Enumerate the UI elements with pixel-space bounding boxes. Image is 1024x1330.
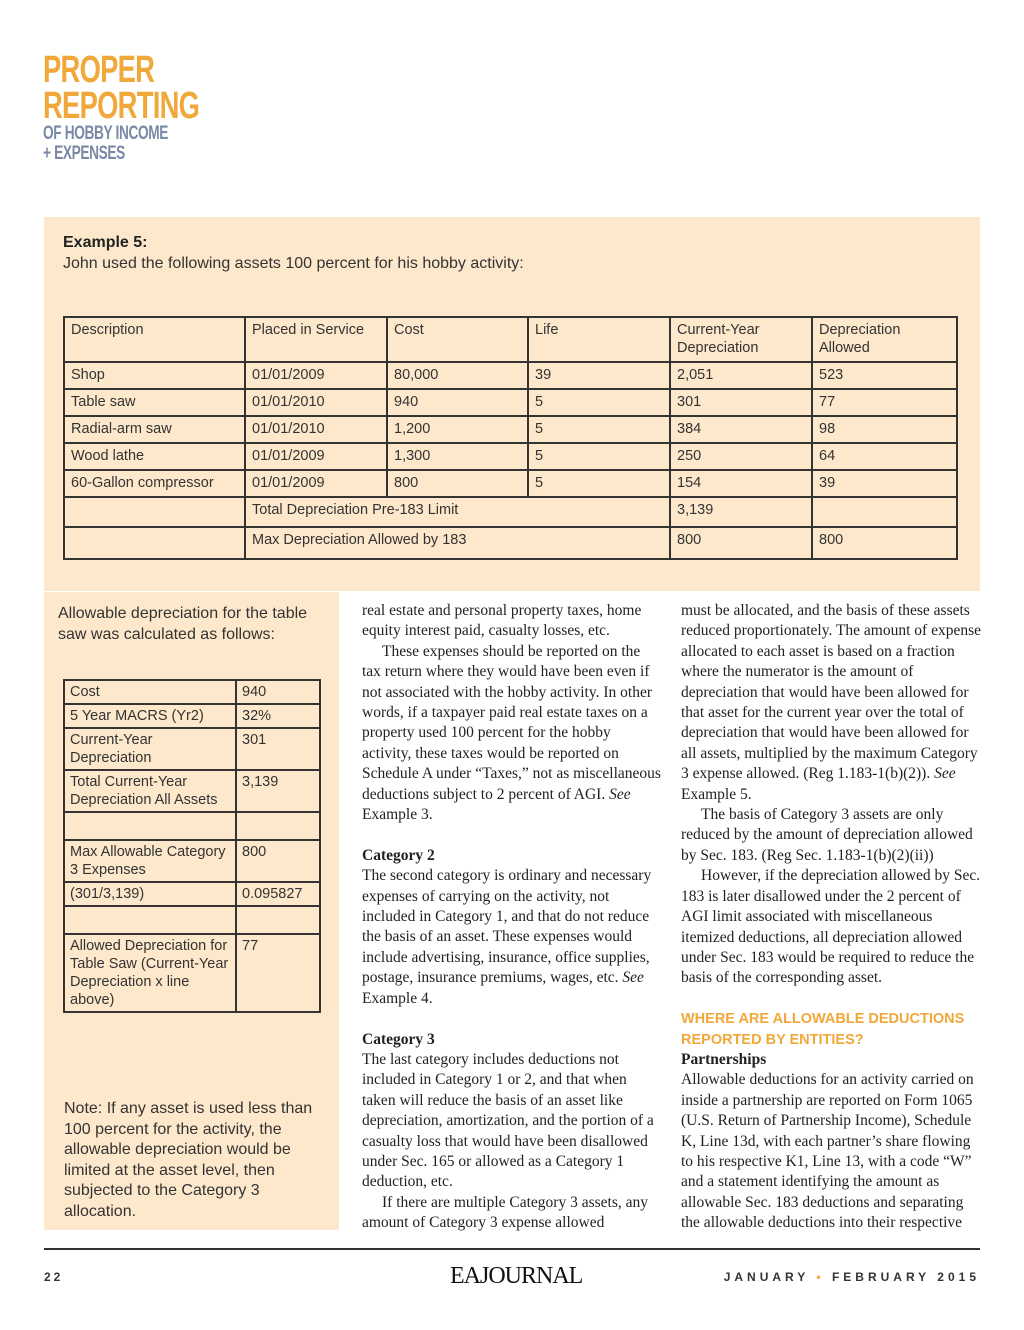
paragraph: However, if the depreciation allowed by Sec. 183 is later disallowed under the 2 percent of AGI limit associated with miscellaneous itemized deductions, all depreciation allowed under Sec. 183 would be required to reduce the basis of the corresponding asset. — [681, 867, 981, 987]
article-column-2 — [681, 601, 981, 1234]
table-row — [64, 934, 320, 1012]
total-row — [64, 497, 957, 527]
issue-month-2: FEBRUARY 2015 — [831, 1270, 980, 1284]
col-cost: Cost — [387, 317, 528, 362]
calc-intro: Allowable depreciation for the table saw was calculated as follows: — [58, 605, 308, 643]
table-row — [64, 840, 320, 882]
assets-table — [63, 316, 958, 560]
cell-placed: 01/01/2010 — [245, 389, 387, 416]
article-logo — [43, 49, 200, 164]
calc-note: Note: If any asset is used less than 100 percent for the activity, the allowable depreciation would be limited at the asset level, then subjected to the Category 3 allocation. — [64, 1100, 313, 1220]
partnerships-heading: Partnerships — [681, 1050, 767, 1068]
cell-desc: 60-Gallon compressor — [64, 470, 245, 497]
table-row — [64, 812, 320, 840]
section-heading: WHERE ARE ALLOWABLE DEDUCTIONS REPORTED BY ENTITIES? — [681, 1011, 965, 1048]
paragraph: The basis of Category 3 assets are only reduced by the amount of depreciation allowed by Sec. 183. (Reg Sec. 1.183-1(b)(2)(ii)) — [681, 806, 973, 864]
paragraph: The second category is ordinary and necessary expenses of carrying on the activity, not included in Category 1, and that do not reduce the basis of an asset. These expenses would include advertising, insurance, office supplies, postage, insurance premiums, wages, etc. See Example 4. — [362, 867, 652, 1007]
cell-cost: 940 — [387, 389, 528, 416]
cell-current: 154 — [670, 470, 812, 497]
total-label: Total Depreciation Pre-183 Limit — [245, 497, 670, 527]
calc-table — [63, 679, 321, 1013]
calc-label: 5 Year MACRS (Yr2) — [64, 704, 236, 728]
max-label: Max Depreciation Allowed by 183 — [245, 527, 670, 559]
table-row — [64, 362, 957, 389]
cell-desc: Table saw — [64, 389, 245, 416]
calc-empty — [236, 906, 320, 934]
table-row — [64, 443, 957, 470]
max-row — [64, 527, 957, 559]
calc-value: 301 — [236, 728, 320, 770]
cell-allowed: 523 — [812, 362, 957, 389]
cell-empty — [64, 527, 245, 559]
col-allowed: Depreciation Allowed — [812, 317, 957, 362]
paragraph: If there are multiple Category 3 assets, any amount of Category 3 expense allowed — [362, 1193, 648, 1232]
category-3-heading: Category 3 — [362, 1030, 435, 1048]
calc-empty — [236, 812, 320, 840]
cell-placed: 01/01/2009 — [245, 362, 387, 389]
calc-label: Current-Year Depreciation — [64, 728, 236, 770]
total-current: 3,139 — [670, 497, 812, 527]
cell-life: 5 — [528, 416, 670, 443]
paragraph: The last category includes deductions not included in Category 1 or 2, and that when taken will reduce the basis of an asset like depreciation, amortization, and the portion of a casualty loss that would have been disallowed under Sec. 165 or allowed as a Category 1 deduction, etc. — [362, 1050, 654, 1191]
cell-placed: 01/01/2009 — [245, 470, 387, 497]
logo-line-expenses: + EXPENSES — [43, 143, 125, 164]
cell-life: 5 — [528, 389, 670, 416]
calc-value: 0.095827 — [236, 882, 320, 906]
logo-line-proper: PROPER — [43, 49, 155, 91]
cell-cost: 1,300 — [387, 443, 528, 470]
table-row — [64, 416, 957, 443]
cell-desc: Shop — [64, 362, 245, 389]
calc-value: 32% — [236, 704, 320, 728]
paragraph: These expenses should be reported on the tax return where they would have been even if not associated with the hobby activity. In other words, if a taxpayer paid real estate taxes on a property used 100 percent for the hobby activity, these taxes would be reported on Schedule A under “Taxes,” not as miscellaneous deductions subject to 2 percent of AGI. See Example 3. — [362, 642, 661, 824]
calc-label: Allowed Depreciation for Table Saw (Current-Year Depreciation x line above) — [64, 934, 236, 1012]
calc-label: Total Current-Year Depreciation All Assets — [64, 770, 236, 812]
calc-value: 3,139 — [236, 770, 320, 812]
example-title: Example 5: — [63, 234, 148, 251]
journal-logo: EAJOURNAL — [450, 1263, 583, 1289]
assets-header-row — [64, 317, 957, 362]
cell-allowed: 77 — [812, 389, 957, 416]
cell-current: 2,051 — [670, 362, 812, 389]
cell-desc: Radial-arm saw — [64, 416, 245, 443]
separator-dot: • — [816, 1270, 825, 1284]
table-row — [64, 389, 957, 416]
table-row — [64, 728, 320, 770]
cell-allowed: 64 — [812, 443, 957, 470]
max-allowed: 800 — [812, 527, 957, 559]
calc-label: Max Allowable Category 3 Expenses — [64, 840, 236, 882]
cell-life: 5 — [528, 470, 670, 497]
cell-allowed: 98 — [812, 416, 957, 443]
table-row — [64, 470, 957, 497]
col-placed: Placed in Service — [245, 317, 387, 362]
footer-divider — [44, 1248, 980, 1250]
calc-value: 77 — [236, 934, 320, 1012]
calc-empty — [64, 906, 236, 934]
table-row — [64, 882, 320, 906]
cell-current: 301 — [670, 389, 812, 416]
cell-current: 384 — [670, 416, 812, 443]
col-current: Current-Year Depreciation — [670, 317, 812, 362]
cell-cost: 80,000 — [387, 362, 528, 389]
cell-allowed: 39 — [812, 470, 957, 497]
table-row — [64, 906, 320, 934]
calc-empty — [64, 812, 236, 840]
cell-current: 250 — [670, 443, 812, 470]
paragraph: must be allocated, and the basis of these assets reduced proportionately. The amount of expense allocated to each asset is based on a fraction where the numerator is the amount of depreciation that would have been allowed for that asset for the current year over the total of depreciation that would have been allowed for all assets, multiplied by the maximum Category 3 expense allowed. (Reg 1.183-1(b)(2)). See Example 5. — [681, 602, 981, 803]
cell-cost: 1,200 — [387, 416, 528, 443]
col-description: Description — [64, 317, 245, 362]
col-life: Life — [528, 317, 670, 362]
calc-value: 940 — [236, 680, 320, 704]
calc-label: (301/3,139) — [64, 882, 236, 906]
category-2-heading: Category 2 — [362, 846, 435, 864]
cell-desc: Wood lathe — [64, 443, 245, 470]
calc-sidebar — [44, 592, 339, 1230]
paragraph: Allowable deductions for an activity carried on inside a partnership are reported on Form 1065 (U.S. Return of Partnership Income), Schedule K, Line 13d, with each partner’s share flowing to his respective K1, Line 13, with a code “W” and a statement identifying the amount as allowable Sec. 183 deductions and separating the allowable deductions into their respective — [681, 1071, 974, 1232]
table-row — [64, 680, 320, 704]
cell-empty — [812, 497, 957, 527]
cell-life: 5 — [528, 443, 670, 470]
example-5-box — [44, 217, 980, 591]
logo-line-reporting: REPORTING — [43, 85, 200, 127]
calc-label: Cost — [64, 680, 236, 704]
calc-value: 800 — [236, 840, 320, 882]
cell-placed: 01/01/2010 — [245, 416, 387, 443]
max-current: 800 — [670, 527, 812, 559]
paragraph: real estate and personal property taxes, home equity interest paid, casualty losses, etc. — [362, 602, 642, 640]
table-row — [64, 770, 320, 812]
cell-empty — [64, 497, 245, 527]
cell-life: 39 — [528, 362, 670, 389]
issue-month-1: JANUARY — [723, 1270, 810, 1284]
cell-cost: 800 — [387, 470, 528, 497]
issue-date — [724, 1270, 980, 1284]
example-subtitle: John used the following assets 100 percent for his hobby activity: — [63, 255, 524, 272]
table-row — [64, 704, 320, 728]
logo-line-hobby-income: OF HOBBY INCOME — [43, 123, 169, 144]
article-column-1 — [362, 601, 662, 1234]
page-number: 22 — [44, 1270, 64, 1284]
cell-placed: 01/01/2009 — [245, 443, 387, 470]
